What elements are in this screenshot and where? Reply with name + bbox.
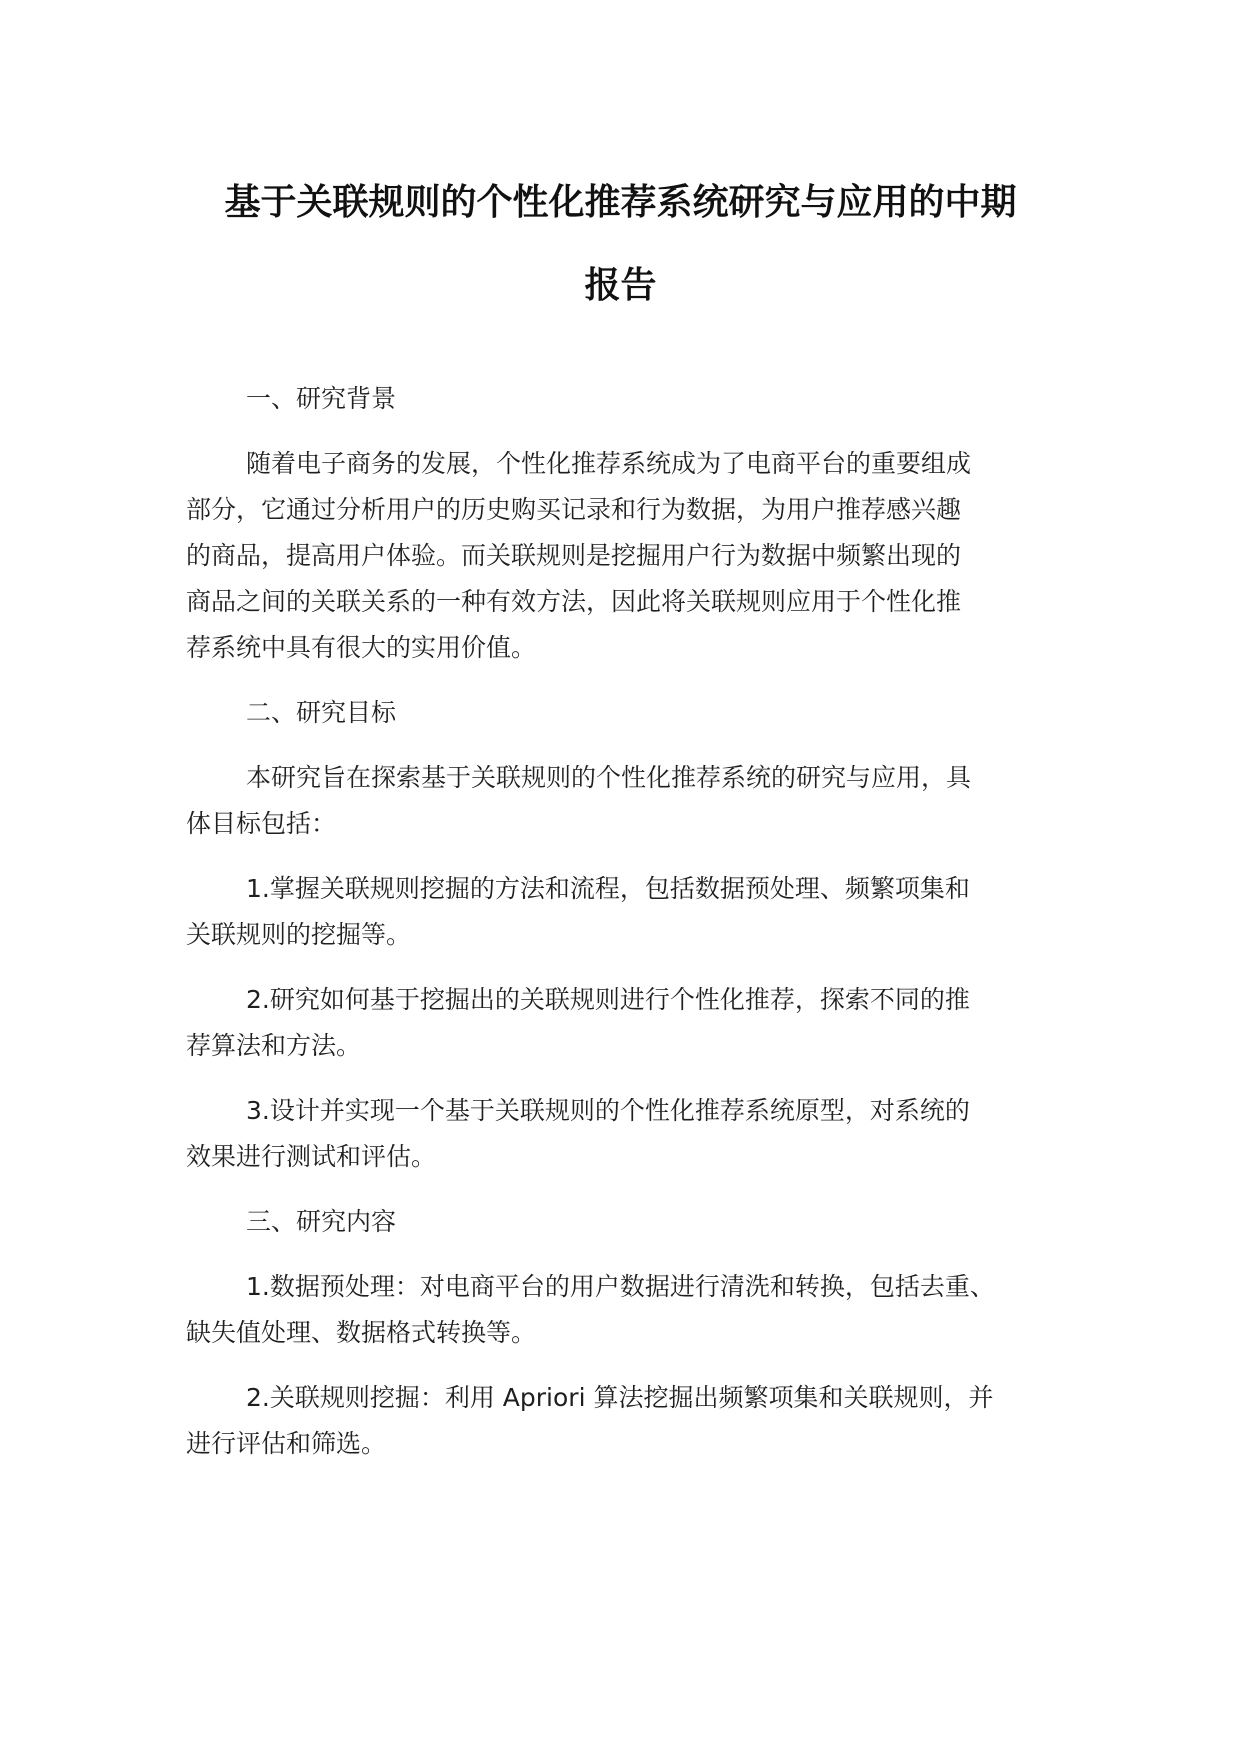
content-item-2 [186,1375,1066,1467]
section-heading-background: 一、研究背景 [246,384,397,413]
text-line: 部分，它通过分析用户的历史购买记录和行为数据，为用户推荐感兴趣 [186,495,962,524]
text-line: 3.设计并实现一个基于关联规则的个性化推荐系统原型，对系统的 [246,1096,970,1125]
text-line: 关联规则的挖掘等。 [186,920,412,949]
text-line: 2.关联规则挖掘：利用 Apriori 算法挖掘出频繁项集和关联规则，并 [246,1383,994,1412]
text-line: 本研究旨在探索基于关联规则的个性化推荐系统的研究与应用，具 [246,763,972,792]
goals-item-3 [186,1088,1066,1180]
text-line: 效果进行测试和评估。 [186,1142,437,1171]
text-line: 商品之间的关联关系的一种有效方法，因此将关联规则应用于个性化推 [186,587,962,616]
text-line: 荐系统中具有很大的实用价值。 [186,633,537,662]
content-item-1 [186,1264,1066,1356]
goals-item-1 [186,866,1066,958]
text-line: 随着电子商务的发展，个性化推荐系统成为了电商平台的重要组成 [246,449,972,478]
text-line: 的商品，提高用户体验。而关联规则是挖掘用户行为数据中频繁出现的 [186,541,962,570]
goals-intro-paragraph [186,755,1066,847]
text-line: 缺失值处理、数据格式转换等。 [186,1318,537,1347]
goals-item-2 [186,977,1066,1069]
document-title-line-2: 报告 [584,265,657,306]
text-line: 1.数据预处理：对电商平台的用户数据进行清洗和转换，包括去重、 [246,1272,995,1301]
text-line: 1.掌握关联规则挖掘的方法和流程，包括数据预处理、频繁项集和 [246,874,970,903]
text-line: 体目标包括： [186,809,337,838]
document-title-line-1: 基于关联规则的个性化推荐系统研究与应用的中期 [224,182,1017,223]
text-line: 进行评估和筛选。 [186,1429,387,1458]
background-paragraph [186,441,1066,671]
document-body [186,376,1066,1486]
text-line: 荐算法和方法。 [186,1031,362,1060]
section-heading-content: 三、研究内容 [246,1207,397,1236]
text-line: 2.研究如何基于挖掘出的关联规则进行个性化推荐，探索不同的推 [246,985,970,1014]
section-heading-goals: 二、研究目标 [246,698,397,727]
